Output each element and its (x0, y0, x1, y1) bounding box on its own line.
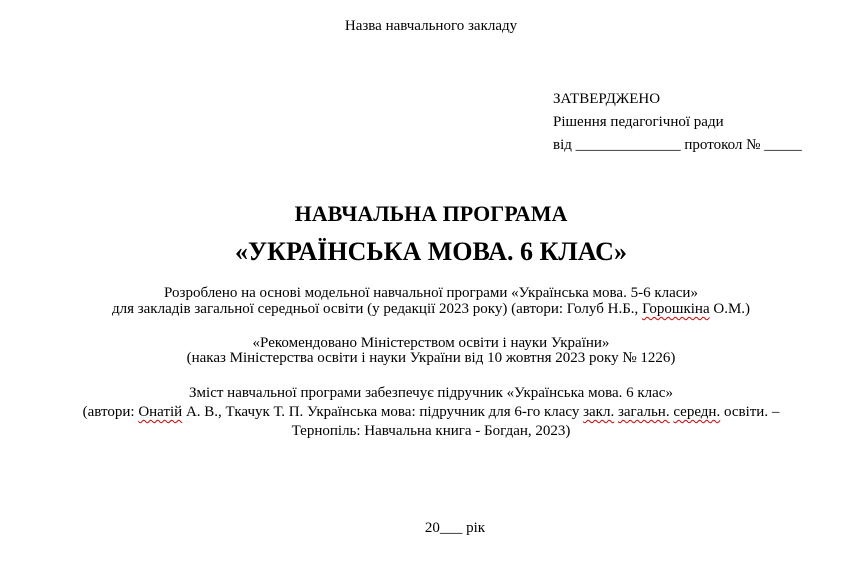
misspelled-abbr-seredn: середн. (673, 404, 721, 420)
basis-paragraph (0, 285, 862, 317)
approval-council-line: Рішення педагогічної ради (553, 114, 724, 130)
approval-protocol-line: від ______________ протокол № _____ (553, 137, 802, 153)
textbook-line2-text: А. В., Ткачук Т. П. Українська мова: підручник для 6-го класу (182, 404, 584, 420)
textbook-line2-tail: освіти. – (720, 404, 780, 420)
misspelled-abbr-zakl: закл. (583, 404, 615, 420)
subject-title: «УКРАЇНСЬКА МОВА. 6 КЛАС» (235, 237, 627, 266)
recommendation-line1: «Рекомендовано Міністерством освіти і науки України» (252, 335, 610, 351)
program-title: НАВЧАЛЬНА ПРОГРАМА (294, 201, 568, 226)
textbook-authors-prefix: (автори: (82, 404, 139, 420)
misspelled-word-horoshkina: Горошкіна (642, 301, 710, 317)
year-line: 20___ рік (424, 520, 486, 536)
recommendation-paragraph (0, 336, 862, 366)
institution-name-line: Назва навчального закладу (344, 18, 518, 34)
approval-heading: ЗАТВЕРДЖЕНО (553, 91, 661, 107)
recommendation-line2: (наказ Міністерства освіти і науки України від 10 жовтня 2023 року № 1226) (186, 350, 676, 366)
basis-line1: Розроблено на основі модельної навчальної програми «Українська мова. 5-6 класи» (164, 285, 698, 301)
textbook-paragraph (0, 384, 862, 441)
basis-line2-text: для закладів загальної середньої освіти (у редакції 2023 року) (автори: Голуб Н.Б., (111, 301, 643, 317)
textbook-line1: Зміст навчальної програми забезпечує підручник «Українська мова. 6 клас» (189, 385, 673, 401)
misspelled-abbr-zahaln: загальн. (617, 404, 670, 420)
approval-block (553, 88, 802, 157)
misspelled-word-onatii: Онатій (138, 404, 183, 420)
textbook-line3: Тернопіль: Навчальна книга - Богдан, 2023) (291, 423, 571, 439)
basis-line2-tail: О.М.) (709, 301, 751, 317)
